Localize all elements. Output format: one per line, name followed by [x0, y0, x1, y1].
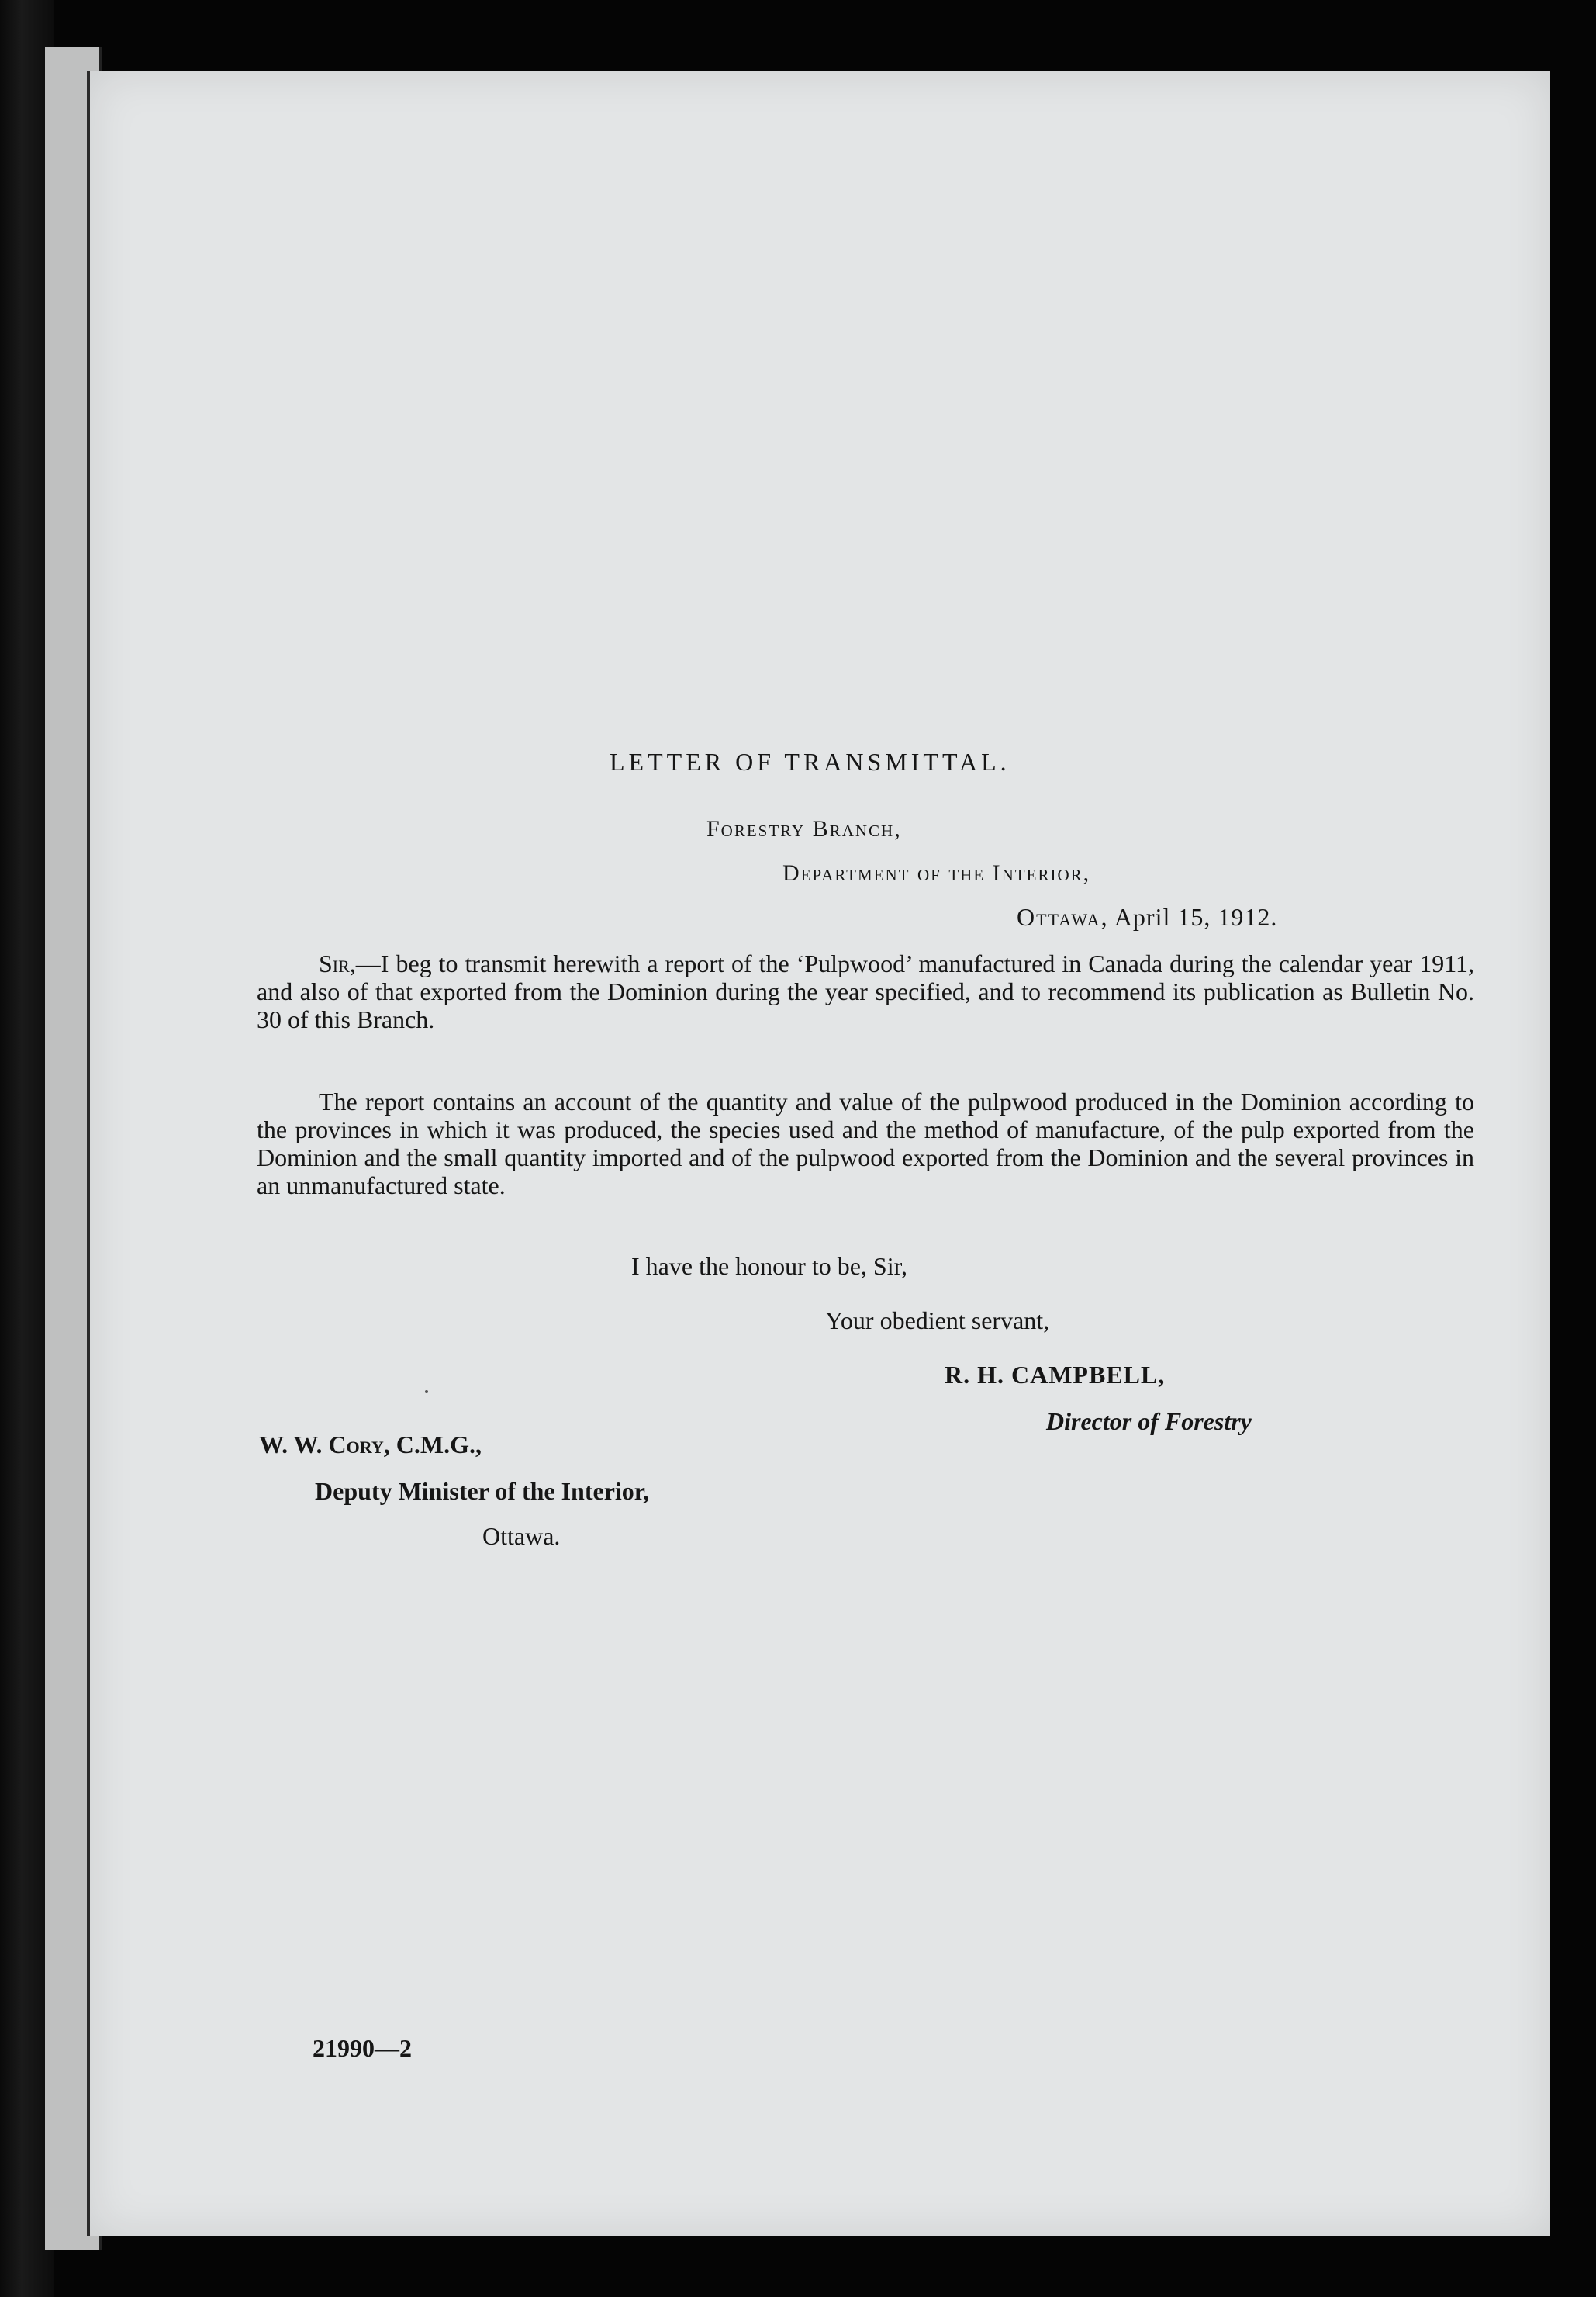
footer-signature-code: 21990—2	[313, 2034, 412, 2062]
addressee-initials: W. W.	[259, 1430, 323, 1458]
dateline-place: Ottawa,	[1017, 903, 1109, 931]
body-paragraph-2: The report contains an account of the quantity and value of the pulpwood produced in the Dominion according to the provinces in which it was produced, the species used and the method of manufacture, of the pulp exported from the Dominion and the small quantity imported and of the pulpwood exported from the Dominion and the several provinces in an unmanufactured state.	[257, 1088, 1474, 1199]
paragraph-1-text: —I beg to transmit herewith a report of the ‘Pulpwood’ manufactured in Canada during the calendar year 1911, and also of that exported from the Dominion during the year specified, and to recommend its publication as Bulletin No. 30 of this Branch.	[257, 950, 1474, 1033]
signer-title: Director of Forestry	[1046, 1407, 1252, 1435]
body-paragraph-1	[257, 950, 1474, 1033]
document-page	[87, 71, 1550, 2236]
address-line-branch: Forestry Branch,	[706, 816, 902, 842]
closing-honour: I have the honour to be, Sir,	[631, 1252, 907, 1280]
address-line-department: Department of the Interior,	[782, 860, 1091, 886]
scan-fleck	[425, 1390, 428, 1393]
letter-heading: LETTER OF TRANSMITTAL.	[610, 748, 1010, 776]
signer-name: R. H. CAMPBELL,	[945, 1361, 1166, 1389]
dateline	[1017, 903, 1277, 932]
addressee-honours: C.M.G.,	[396, 1430, 482, 1458]
addressee-city: Ottawa.	[482, 1522, 561, 1550]
dateline-date: April 15, 1912.	[1114, 903, 1278, 931]
salutation: Sir,	[319, 950, 356, 977]
addressee-position: Deputy Minister of the Interior,	[315, 1477, 650, 1505]
addressee-name	[259, 1430, 482, 1459]
closing-servant: Your obedient servant,	[825, 1306, 1050, 1334]
addressee-surname: Cory,	[328, 1430, 390, 1458]
